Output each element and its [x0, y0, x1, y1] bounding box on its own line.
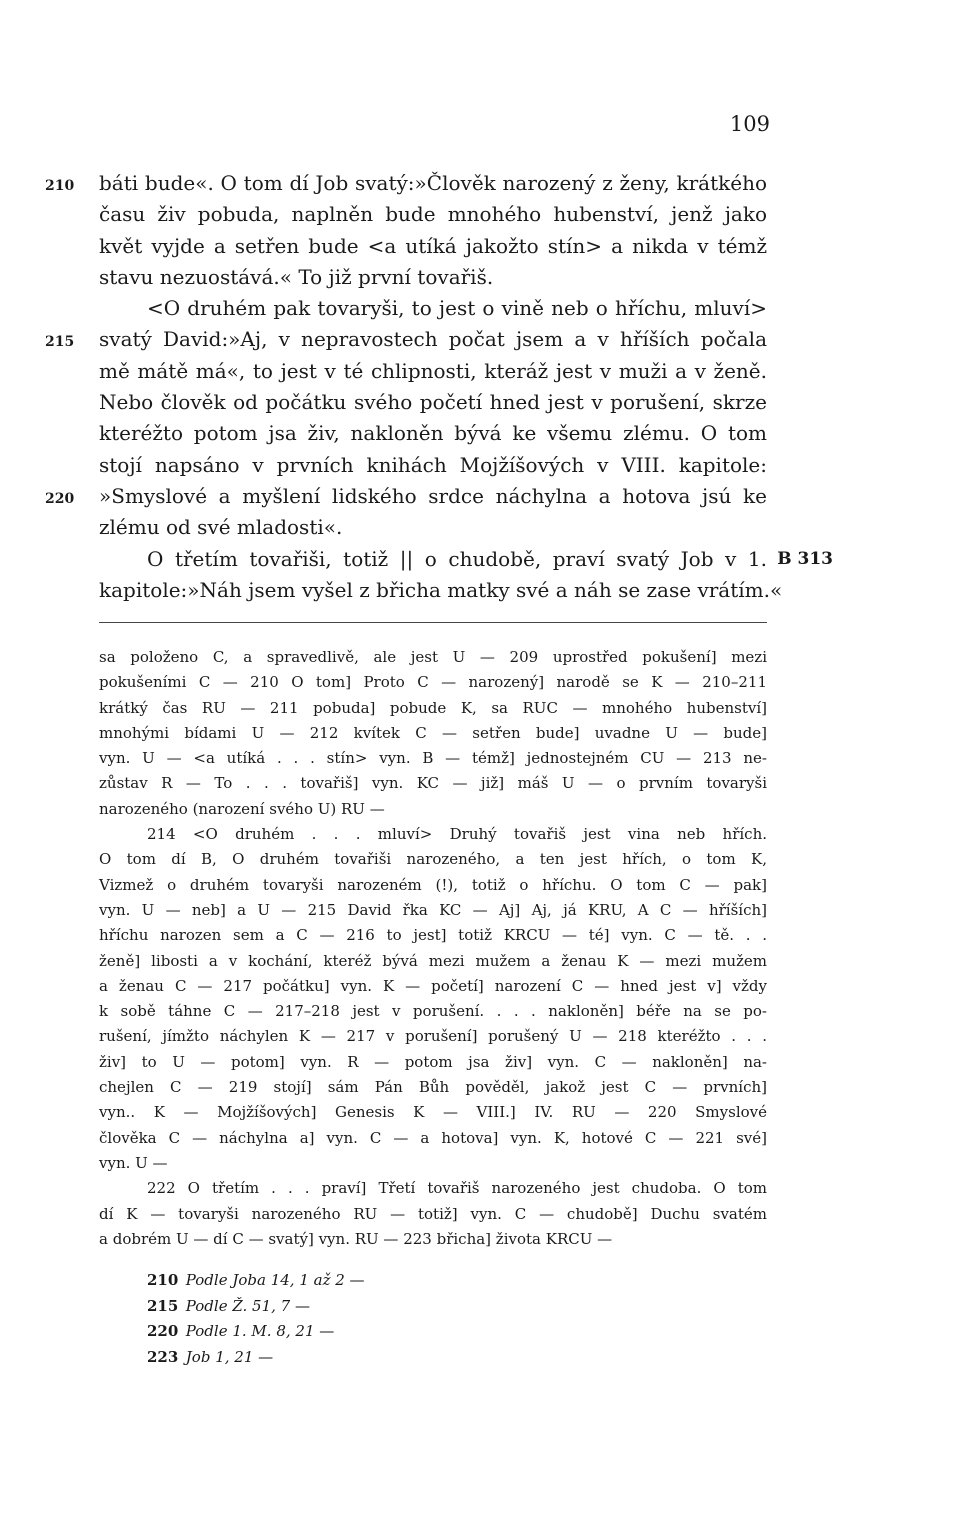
text-line	[45, 481, 767, 512]
text-line	[99, 293, 767, 324]
line-text: stojí napsáno v prvních knihách Mojžíšových v VIII. kapitole:	[99, 452, 767, 477]
line-text: květ vyjde a setřen bude <a utíká jakožto stín> a nikda v témž	[99, 233, 767, 258]
footnote-separator	[99, 622, 767, 623]
line-number: 220	[45, 490, 75, 507]
apparatus-line: a dobrém U — dí C — svatý] vyn. RU — 223 břicha] života KRCU —	[99, 1229, 613, 1248]
apparatus-line: dí K — tovaryši narozeného RU — totiž] vyn. C — chudobě] Duchu svatém	[99, 1204, 767, 1223]
apparatus-line: zůstav R — To . . . tovařiš] vyn. KC — již] máš U — o prvním tovaryši	[99, 774, 767, 793]
text-line	[99, 450, 767, 481]
apparatus-line: 222 O třetím . . . praví] Třetí tovařiš narozeného jest chudoba. O tom	[147, 1179, 767, 1198]
line-text: »Smyslové a myšlení lidského srdce náchylna a hotova jsú ke	[99, 483, 767, 508]
apparatus-line: sa položeno C, a spravedlivě, ale jest U — 209 uprostřed pokušení] mezi	[99, 648, 767, 666]
text-line	[99, 575, 783, 606]
apparatus-line: pokušeními C — 210 O tom] Proto C — narozený] narodě se K — 210–211	[99, 673, 767, 692]
line-number: 215	[45, 334, 75, 351]
line-text: stavu nezuostává.« To již první tovařiš.	[99, 264, 494, 289]
reference-line-number: 220	[147, 1322, 179, 1340]
line-text: kapitole:»Náh jsem vyšel z břicha matky své a náh se zase vrátím.«	[99, 577, 783, 602]
reference-line	[147, 1294, 547, 1320]
reference-text: Podle 1. M. 8, 21 —	[185, 1322, 335, 1340]
line-text: O třetím tovařiši, totiž || o chudobě, praví svatý Job v 1.	[147, 546, 767, 571]
main-text	[45, 168, 833, 606]
apparatus-line: živ] to U — potom] vyn. R — potom jsa živ] vyn. C — nakloněn] na-	[99, 1052, 767, 1071]
text-line	[99, 544, 833, 575]
line-text: mě mátě má«, to jest v té chlipnosti, kteráž jest v muži a v ženě.	[99, 358, 767, 383]
reference-line	[147, 1268, 547, 1294]
apparatus-line: a ženau C — 217 počátku] vyn. K — početí] narození C — hned jest v] vždy	[99, 976, 767, 995]
apparatus-line: hříchu narozen sem a C — 216 to jest] totiž KRCU — té] vyn. C — tě. . .	[99, 926, 767, 945]
manuscript-folio-note: B 313	[777, 548, 833, 569]
apparatus-line: vyn.. K — Mojžíšových] Genesis K — VIII.] IV. RU — 220 Smyslové	[99, 1103, 767, 1122]
text-line	[99, 199, 767, 230]
line-text: svatý David:»Aj, v nepravostech počat jsem a v hříších počala	[99, 327, 767, 352]
text-line	[99, 387, 767, 418]
apparatus-line: narozeného (narození svého U) RU —	[99, 799, 385, 818]
critical-apparatus	[99, 645, 767, 1252]
line-text: času živ pobuda, naplněn bude mnohého hubenství, jenž jako	[99, 202, 767, 227]
reference-line-number: 210	[147, 1271, 179, 1289]
apparatus-line: vyn. U — neb] a U — 215 David řka KC — Aj] Aj, já KRU, A C — hříších]	[99, 900, 767, 919]
apparatus-line: chejlen C — 219 stojí] sám Pán Bůh pověděl, jakož jest C — prvních]	[99, 1078, 767, 1097]
apparatus-line: člověka C — náchylna a] vyn. C — a hotova] vyn. K, hotové C — 221 své]	[99, 1128, 767, 1147]
line-text: Nebo člověk od počátku svého početí hned jest v porušení, skrze	[99, 390, 767, 415]
line-text: kteréžto potom jsa živ, nakloněn bývá ke všemu zlému. O tom	[99, 421, 767, 446]
text-line	[99, 231, 767, 262]
apparatus-line: 214 <O druhém . . . mluví> Druhý tovařiš jest vina neb hřích.	[147, 825, 767, 844]
apparatus-line: ženě] libosti a v kochání, kteréž bývá mezi mužem a ženau K — mezi mužem	[99, 951, 767, 970]
reference-line-number: 215	[147, 1296, 179, 1315]
line-text: zlému od své mladosti«.	[99, 515, 343, 540]
page-number: 109	[729, 112, 770, 136]
apparatus-line: vyn. U — <a utíká . . . stín> vyn. B — témž] jednostejném CU — 213 ne-	[99, 749, 767, 768]
apparatus-line: O tom dí B, O druhém tovařiši narozeného, a ten jest hřích, o tom K,	[99, 850, 767, 869]
apparatus-line: Vizmež o druhém tovaryši narozeném (!), totiž o hříchu. O tom C — pak]	[99, 875, 767, 894]
apparatus-line: rušení, jímžto náchylen K — 217 v porušení] porušený U — 218 kteréžto . . .	[99, 1027, 767, 1046]
reference-line	[147, 1345, 547, 1371]
text-line	[99, 418, 767, 449]
apparatus-line: vyn. U —	[99, 1153, 168, 1172]
reference-line-number: 223	[147, 1347, 179, 1366]
apparatus-line: k sobě táhne C — 217–218 jest v porušení. . . . nakloněn] béře na se po-	[99, 1002, 767, 1021]
line-text: <O druhém pak tovaryši, to jest o vině neb o hříchu, mluví>	[147, 296, 767, 321]
text-line	[99, 262, 767, 293]
reference-line	[147, 1319, 547, 1345]
line-text: báti bude«. O tom dí Job svatý:»Člověk narozený z ženy, krátkého	[99, 171, 767, 195]
reference-text: Job 1, 21 —	[185, 1347, 274, 1366]
text-line	[99, 512, 767, 543]
text-line	[99, 356, 767, 387]
source-references	[147, 1268, 547, 1370]
apparatus-line: mnohými bídami U — 212 kvítek C — setřen bude] uvadne U — bude]	[99, 723, 767, 742]
apparatus-line: krátký čas RU — 211 pobuda] pobude K, sa RUC — mnohého hubenství]	[99, 698, 767, 717]
text-line	[45, 168, 767, 199]
text-line	[45, 324, 767, 355]
reference-text: Podle Ž. 51, 7 —	[185, 1296, 310, 1315]
line-number: 210	[45, 178, 75, 194]
reference-text: Podle Joba 14, 1 až 2 —	[185, 1271, 365, 1289]
